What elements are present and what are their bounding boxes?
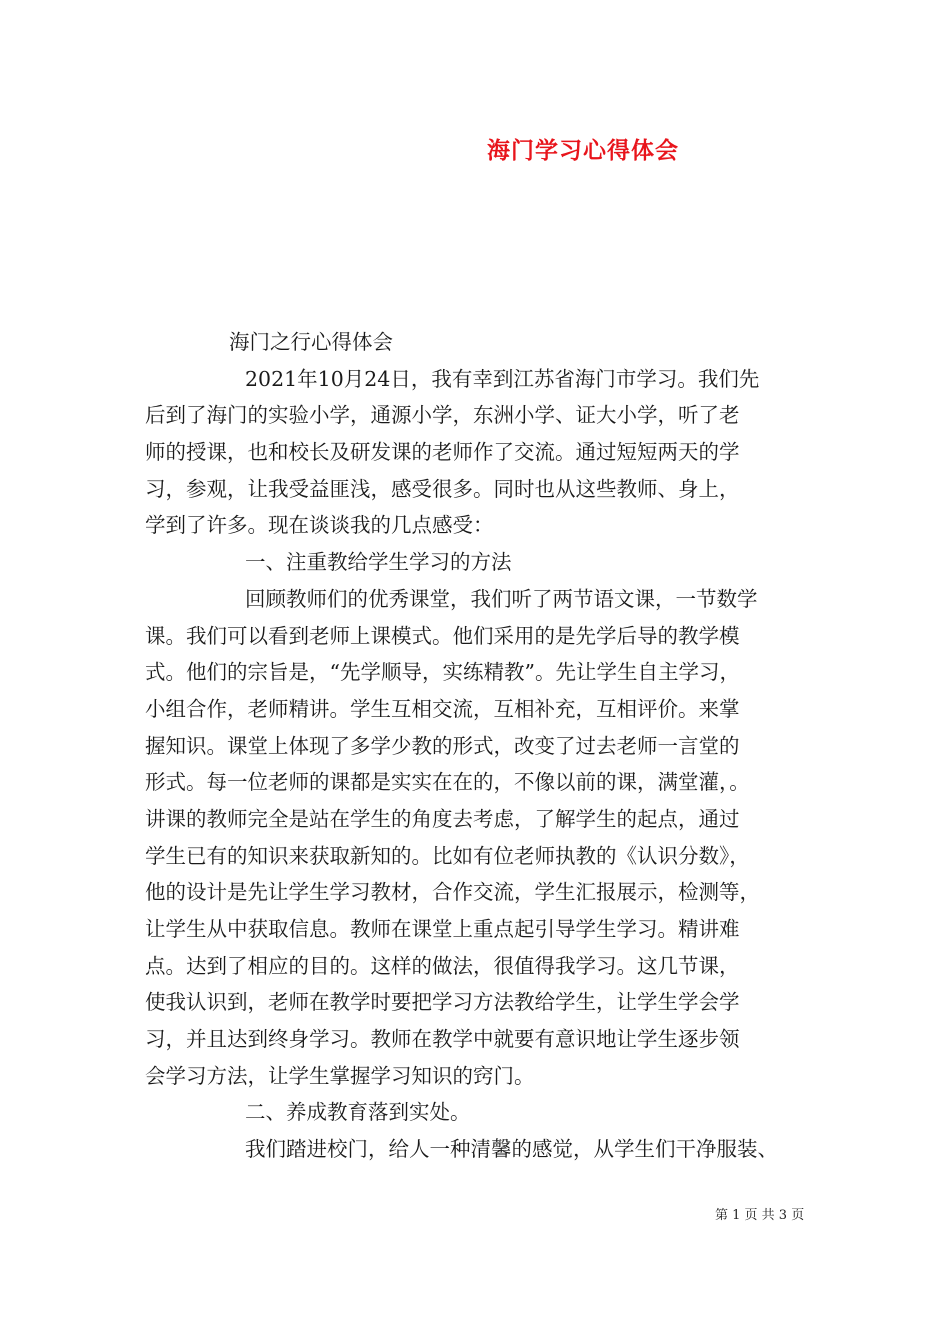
body-line: 小组合作，老师精讲。学生互相交流，互相补充，互相评价。来掌 — [145, 696, 740, 721]
page-number-footer: 第 1 页 共 3 页 — [715, 1208, 805, 1223]
body-line: 他的设计是先让学生学习教材，合作交流，学生汇报展示，检测等， — [145, 880, 760, 905]
body-line: 讲课的教师完全是站在学生的角度去考虑，了解学生的起点，通过 — [145, 806, 740, 831]
document-body — [145, 324, 810, 1168]
body-line: 2021年10月24日，我有幸到江苏省海门市学习。我们先 — [245, 366, 760, 391]
body-line: 二、养成教育落到实处。 — [245, 1100, 471, 1125]
body-line: 回顾教师们的优秀课堂，我们听了两节语文课，一节数学 — [245, 586, 758, 611]
body-line: 一、注重教给学生学习的方法 — [245, 550, 512, 575]
body-line: 课。我们可以看到老师上课模式。他们采用的是先学后导的教学模 — [145, 623, 740, 648]
body-line: 点。达到了相应的目的。这样的做法，很值得我学习。这几节课， — [145, 953, 740, 978]
body-line: 后到了海门的实验小学，通源小学，东洲小学、证大小学，听了老 — [145, 403, 740, 428]
body-line: 握知识。课堂上体现了多学少教的形式，改变了过去老师一言堂的 — [145, 733, 740, 758]
body-line: 式。他们的宗旨是，“先学顺导，实练精教”。先让学生自主学习， — [145, 660, 740, 685]
document-title: 海门学习心得体会 — [487, 137, 679, 164]
body-line: 习，并且达到终身学习。教师在教学中就要有意识地让学生逐步领 — [145, 1027, 740, 1052]
body-line: 习，参观，让我受益匪浅，感受很多。同时也从这些教师、身上， — [145, 476, 740, 501]
body-line: 形式。每一位老师的课都是实实在在的，不像以前的课，满堂灌，。 — [145, 770, 750, 795]
body-line: 学到了许多。现在谈谈我的几点感受： — [145, 513, 494, 538]
body-line: 我们踏进校门，给人一种清馨的感觉，从学生们干净服装、 — [245, 1137, 778, 1162]
body-line: 学生已有的知识来获取新知的。比如有位老师执教的《认识分数》， — [145, 843, 750, 868]
body-line: 师的授课，也和校长及研发课的老师作了交流。通过短短两天的学 — [145, 440, 740, 465]
body-line: 会学习方法，让学生掌握学习知识的窍门。 — [145, 1063, 535, 1088]
body-line: 让学生从中获取信息。教师在课堂上重点起引导学生学习。精讲难 — [145, 917, 740, 941]
body-line: 海门之行心得体会 — [229, 330, 393, 354]
body-line: 使我认识到，老师在教学时要把学习方法教给学生，让学生学会学 — [145, 990, 740, 1015]
